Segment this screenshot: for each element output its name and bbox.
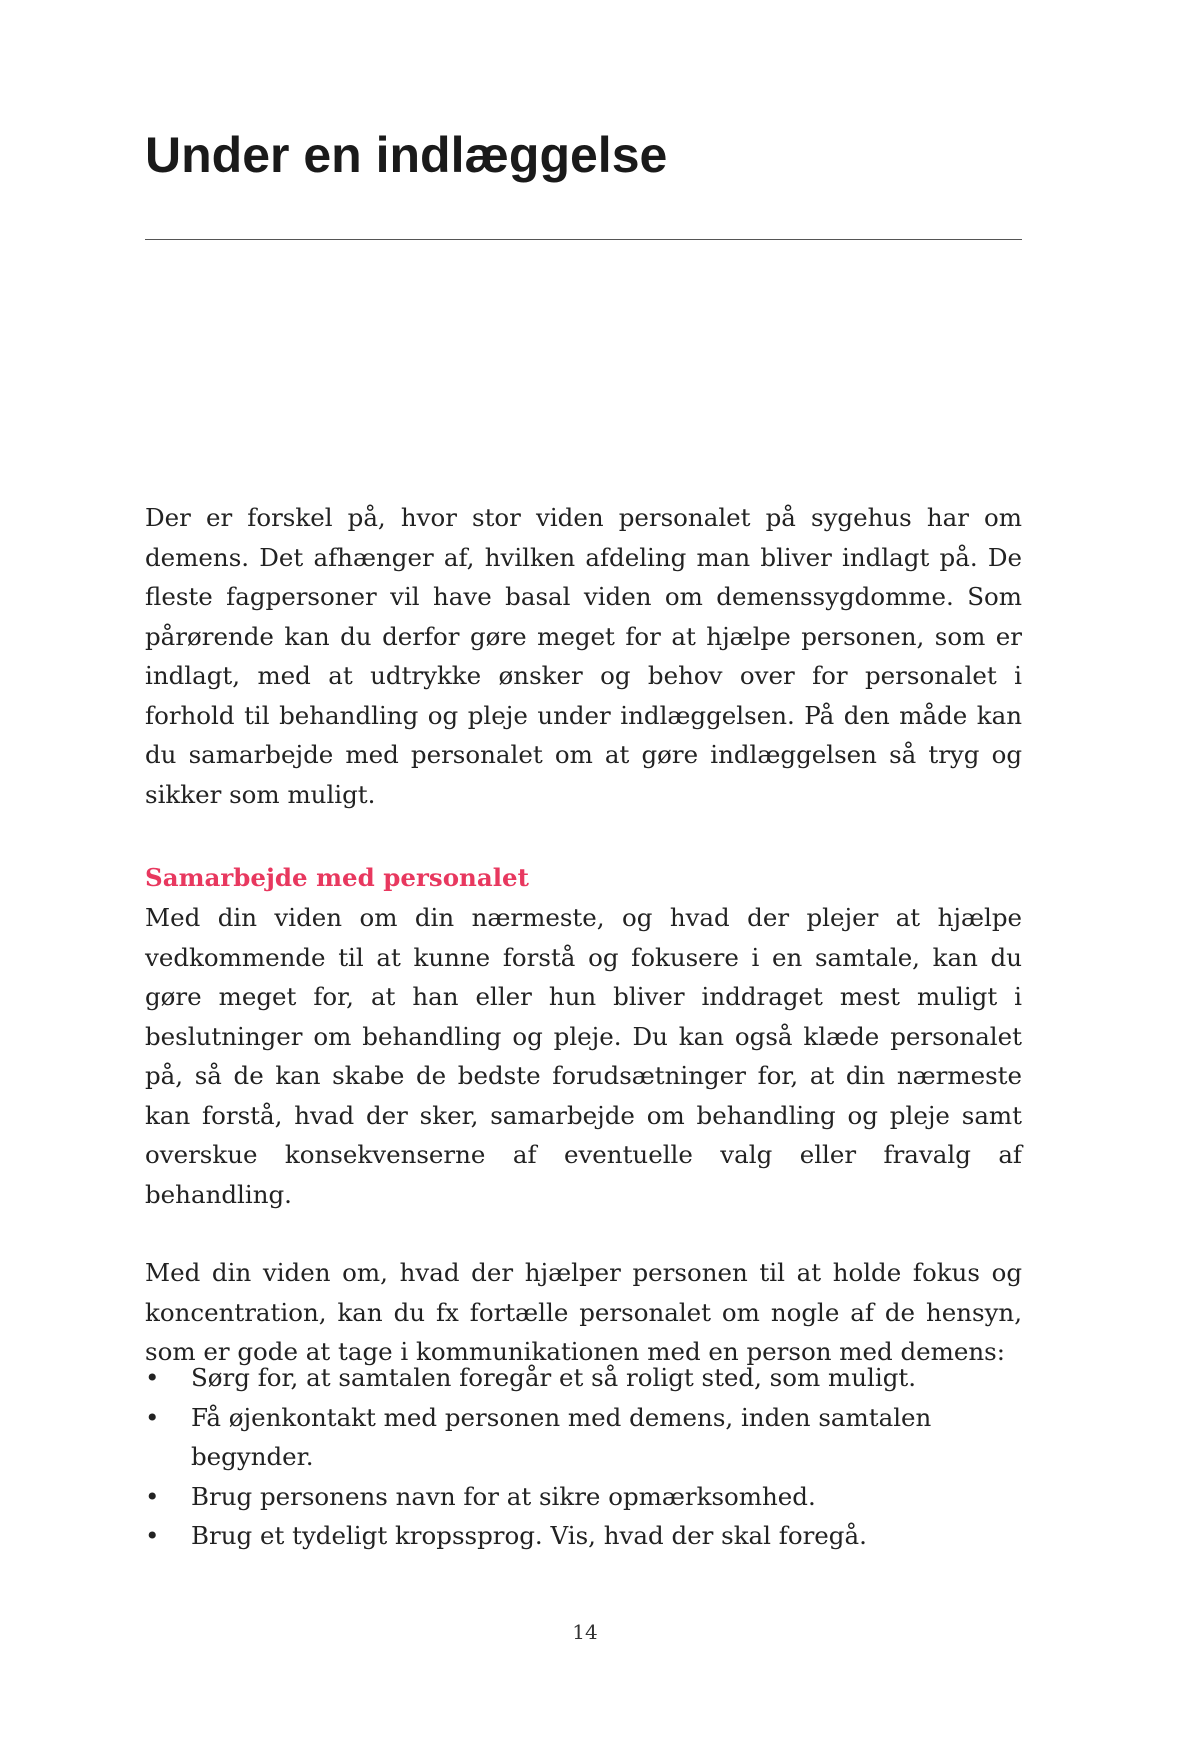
section-paragraph-2: Med din viden om, hvad der hjælper personen til at holde fokus og koncentration, kan du fx fortælle personalet om nogle af de hensyn, som er gode at tage i kommunikationen med en person med demens:	[145, 1258, 1022, 1366]
list-item-text: Sørg for, at samtalen foregår et så roligt sted, som muligt.	[191, 1363, 917, 1392]
tips-list	[145, 1358, 1022, 1556]
list-item	[145, 1398, 1022, 1477]
section-paragraph-1: Med din viden om din nærmeste, og hvad der plejer at hjælpe vedkommende til at kunne forstå og fokusere i en samtale, kan du gøre meget for, at han eller hun bliver inddraget mest muligt i beslutninger om behandling og pleje. Du kan også klæde personalet på, så de kan skabe de bedste forudsætninger for, at din nærmeste kan forstå, hvad der sker, samarbejde om behandling og pleje samt overskue konsekvenserne af eventuelle valg eller fravalg af behandling.	[145, 903, 1022, 1209]
page-number: 14	[572, 1620, 598, 1644]
list-item-text: Brug personens navn for at sikre opmærksomhed.	[191, 1481, 816, 1511]
bullet-icon: •	[145, 1402, 160, 1432]
intro-paragraph: Der er forskel på, hvor stor viden personalet på sygehus har om demens. Det afhænger af, hvilken afdeling man bliver indlagt på. De fleste fagpersoner vil have basal viden om demenssygdomme. Som pårørende kan du derfor gøre meget for at hjælpe personen, som er indlagt, med at udtrykke ønsker og behov over for personalet i forhold til behandling og pleje under indlæggelsen. På den måde kan du samarbejde med personalet om at gøre indlæggelsen så tryg og sikker som muligt.	[145, 503, 1022, 809]
list-item-text: Få øjenkontakt med personen med demens, inden samtalen begynder.	[191, 1402, 932, 1471]
title-divider	[145, 239, 1022, 240]
list-item	[145, 1477, 1022, 1517]
list-item	[145, 1358, 1022, 1398]
section-heading: Samarbejde med personalet	[145, 863, 529, 892]
list-item	[145, 1516, 1022, 1556]
bullet-icon: •	[145, 1363, 160, 1392]
chapter-title: Under en indlæggelse	[145, 127, 668, 183]
bullet-icon: •	[145, 1481, 160, 1511]
bullet-icon: •	[145, 1521, 160, 1550]
section-body	[145, 898, 1022, 1372]
list-item-text: Brug et tydeligt kropssprog. Vis, hvad der skal foregå.	[191, 1521, 867, 1550]
